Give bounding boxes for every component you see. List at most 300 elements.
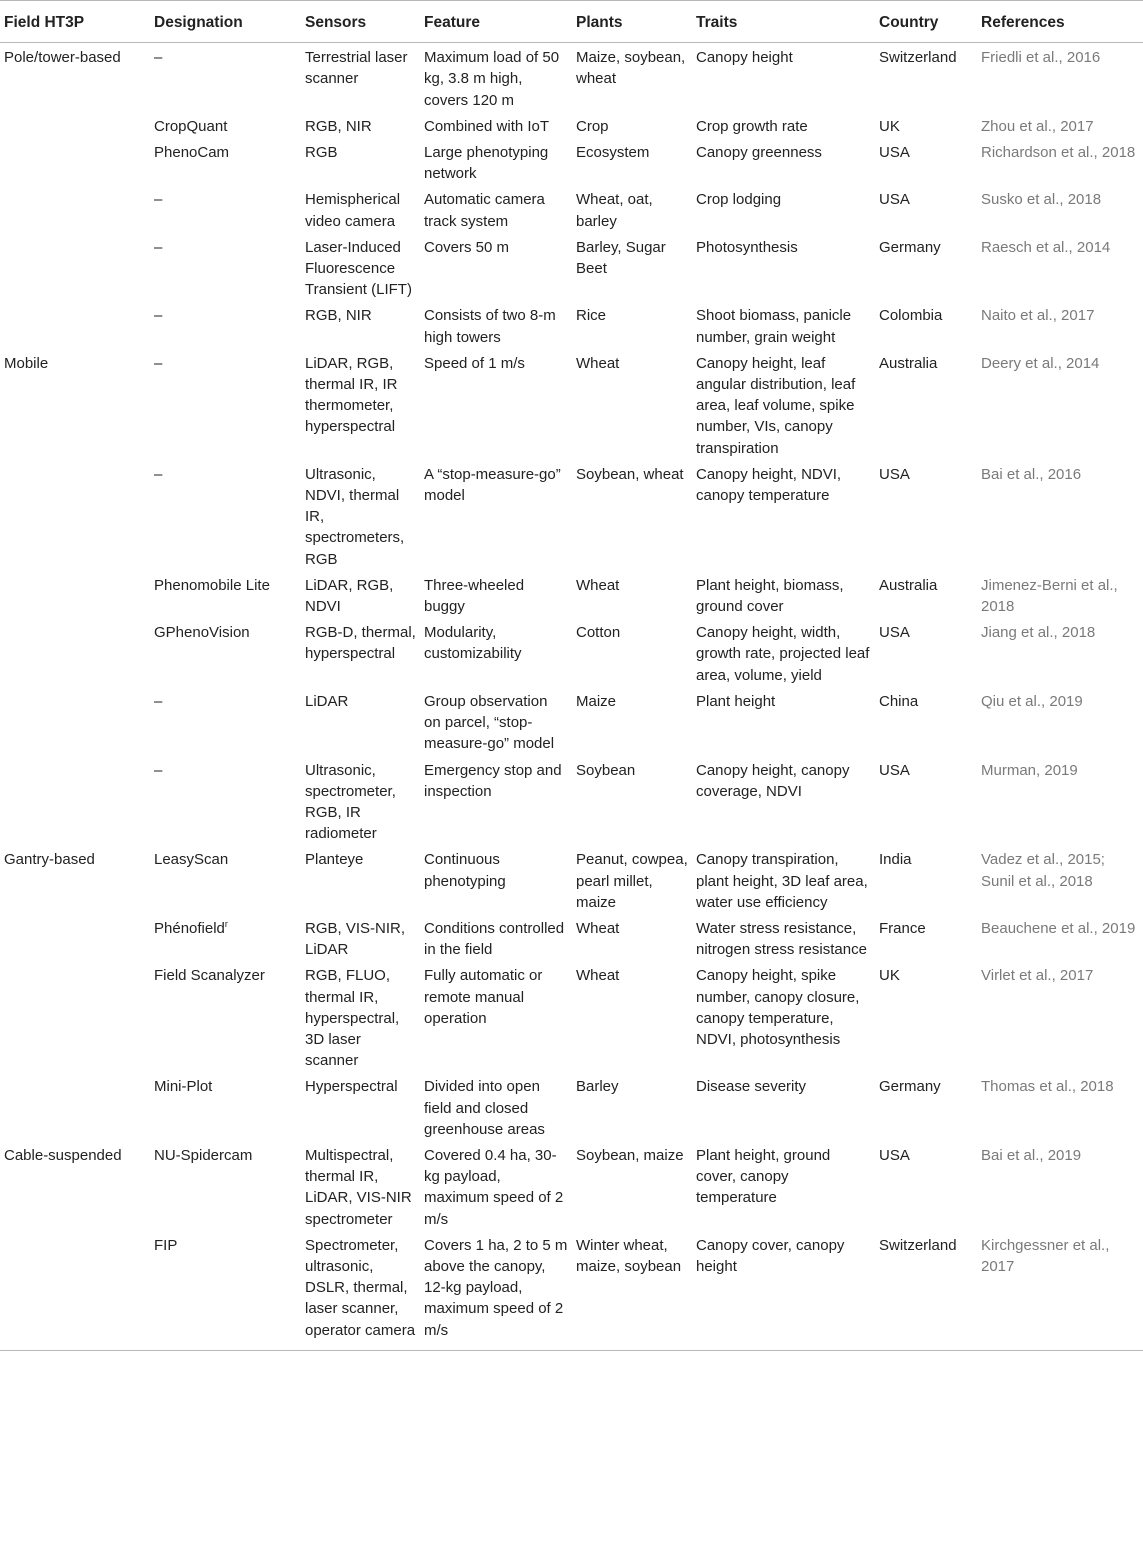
cell-designation-text: – [154,692,163,710]
cell-sensors [301,758,420,848]
header-country: Country [879,14,939,31]
cell-feature-text: Speed of 1 m/s [424,354,525,372]
cell-country-text: Australia [879,354,938,372]
cell-country [875,303,977,350]
cell-designation-text: – [154,238,163,256]
cell-designation [150,235,301,304]
cell-references-text: Jiang et al., 2018 [981,624,1096,642]
cell-feature-text: Automatic camera track system [424,191,545,230]
cell-traits [692,187,875,234]
table-row [0,573,1143,620]
cell-traits-text: Canopy greenness [696,144,822,162]
cell-country-text: France [879,919,926,937]
cell-country-text: UK [879,117,900,135]
cell-designation-text: Phénofield [154,919,225,937]
cell-plants-text: Soybean [576,761,636,779]
cell-plants-text: Crop [576,117,609,135]
table-row [0,187,1143,234]
header-designation: Designation [154,14,243,31]
cell-plants-text: Rice [576,307,607,325]
header-traits: Traits [696,14,738,31]
cell-category [0,303,150,350]
cell-country [875,351,977,462]
cell-feature [420,351,572,462]
table-row [0,847,1143,916]
cell-feature-text: Conditions controlled in the field [424,919,565,959]
cell-plants-text: Wheat [576,967,620,985]
cell-plants-text: Wheat, oat, barley [576,191,653,230]
cell-plants [572,620,692,689]
cell-feature [420,963,572,1074]
cell-category [0,916,150,963]
cell-plants-text: Wheat [576,576,620,594]
cell-feature [420,187,572,234]
cell-feature [420,689,572,758]
cell-country-text: Switzerland [879,1236,957,1254]
cell-plants-text: Soybean, maize [576,1146,684,1164]
cell-sensors [301,303,420,350]
table-row [0,235,1143,304]
cell-designation-text: – [154,49,163,67]
cell-sensors [301,573,420,620]
cell-sensors [301,1074,420,1143]
cell-country [875,43,977,114]
cell-references [977,303,1143,350]
cell-designation-text: – [154,465,163,483]
header-plants: Plants [576,14,623,31]
header-references: References [981,14,1065,31]
cell-country-text: USA [879,465,910,483]
cell-feature-text: Covered 0.4 ha, 30-kg payload, maximum speed of 2 m/s [424,1146,564,1228]
cell-references [977,1074,1143,1143]
cell-country-text: Colombia [879,307,943,325]
table-row [0,351,1143,462]
cell-traits-text: Canopy height, canopy coverage, NDVI [696,761,850,800]
table-row [0,963,1143,1074]
cell-traits [692,963,875,1074]
cell-references-text: Deery et al., 2014 [981,354,1100,372]
cell-traits [692,114,875,140]
cell-category [0,351,150,462]
cell-plants [572,573,692,620]
cell-references [977,114,1143,140]
cell-country-text: USA [879,191,910,209]
cell-plants [572,916,692,963]
cell-category [0,689,150,758]
cell-plants-text: Wheat [576,919,620,937]
cell-plants-text: Maize [576,692,617,710]
table-row [0,916,1143,963]
cell-sensors-text: Hyperspectral [305,1078,398,1096]
cell-country [875,1074,977,1143]
cell-category [0,235,150,304]
cell-plants [572,1074,692,1143]
cell-feature [420,462,572,573]
cell-references [977,573,1143,620]
cell-references-text: Bai et al., 2019 [981,1146,1082,1164]
cell-references-text: Naito et al., 2017 [981,307,1095,325]
cell-sensors-text: RGB, NIR [305,307,372,325]
cell-traits [692,689,875,758]
cell-traits-text: Plant height, ground cover, canopy temperature [696,1146,831,1207]
cell-traits-text: Shoot biomass, panicle number, grain weight [696,307,852,346]
cell-references-text: Thomas et al., 2018 [981,1078,1114,1096]
cell-plants-text: Wheat [576,354,620,372]
cell-traits-text: Plant height, biomass, ground cover [696,576,844,616]
cell-plants-text: Soybean, wheat [576,465,684,483]
header-sensors: Sensors [305,14,367,31]
cell-feature-text: Covers 50 m [424,238,510,256]
cell-country [875,758,977,848]
cell-sensors-text: Laser-Induced Fluorescence Transient (LIFT) [305,238,412,299]
cell-references-text: Richardson et al., 2018 [981,144,1136,162]
cell-designation-text: Phenomobile Lite [154,576,270,594]
cell-designation [150,187,301,234]
cell-country-text: USA [879,144,910,162]
cell-sensors [301,1143,420,1233]
cell-category [0,620,150,689]
table-row [0,1233,1143,1351]
cell-category [0,1143,150,1233]
cell-references [977,140,1143,187]
header-feature: Feature [424,14,480,31]
cell-category [0,1233,150,1351]
cell-sensors [301,462,420,573]
cell-traits [692,573,875,620]
cell-plants-text: Cotton [576,624,621,642]
cell-category [0,1074,150,1143]
cell-designation-text: CropQuant [154,117,228,135]
cell-designation-text: Field Scanalyzer [154,967,265,985]
cell-feature [420,758,572,848]
cell-designation [150,689,301,758]
cell-country-text: Switzerland [879,49,957,67]
cell-country-text: UK [879,967,900,985]
cell-category [0,462,150,573]
cell-feature [420,1233,572,1351]
cell-plants [572,963,692,1074]
cell-sensors-text: LiDAR, RGB, NDVI [305,576,394,616]
cell-traits [692,847,875,916]
cell-plants [572,462,692,573]
cell-country-text: Germany [879,238,941,256]
cell-plants [572,43,692,114]
cell-references-text: Jimenez-Berni et al., 2018 [981,576,1118,616]
cell-references-text: Susko et al., 2018 [981,191,1102,209]
cell-country-text: USA [879,624,910,642]
cell-plants [572,1143,692,1233]
cell-category [0,573,150,620]
cell-feature-text: Emergency stop and inspection [424,761,562,800]
cell-traits-text: Water stress resistance, nitrogen stress resistance [696,919,867,959]
table-header [0,1,1143,43]
cell-feature [420,573,572,620]
cell-country [875,916,977,963]
cell-references [977,620,1143,689]
cell-feature-text: Covers 1 ha, 2 to 5 m above the canopy, 12-kg payload, maximum speed of 2 m/s [424,1236,568,1339]
cell-sensors-text: Multispectral, thermal IR, LiDAR, VIS-NIR spectrometer [305,1146,412,1228]
cell-plants [572,187,692,234]
cell-traits-text: Canopy height, NDVI, canopy temperature [696,465,842,505]
cell-references [977,43,1143,114]
cell-feature [420,303,572,350]
cell-traits [692,1074,875,1143]
cell-sensors-text: Terrestrial laser scanner [305,49,408,88]
cell-plants-text: Peanut, cowpea, pearl millet, maize [576,851,688,911]
table-row [0,114,1143,140]
cell-traits-text: Photosynthesis [696,238,798,256]
cell-category-text: Pole/tower-based [4,49,121,67]
cell-country [875,187,977,234]
cell-designation [150,351,301,462]
cell-plants [572,689,692,758]
cell-references [977,689,1143,758]
cell-feature-text: Fully automatic or remote manual operation [424,967,543,1027]
cell-feature [420,114,572,140]
cell-sensors [301,689,420,758]
cell-references [977,1143,1143,1233]
cell-plants [572,140,692,187]
cell-references-text: Beauchene et al., 2019 [981,919,1136,937]
cell-country-text: USA [879,1146,910,1164]
cell-feature-text: Large phenotyping network [424,144,549,183]
cell-sensors-text: RGB, FLUO, thermal IR, hyperspectral, 3D laser scanner [305,967,400,1070]
cell-category-text: Cable-suspended [4,1146,122,1164]
cell-sensors-text: Planteye [305,851,364,869]
cell-sensors-text: Ultrasonic, spectrometer, RGB, IR radiometer [305,761,396,843]
cell-sensors [301,351,420,462]
cell-references [977,462,1143,573]
cell-designation [150,303,301,350]
cell-plants [572,351,692,462]
cell-country [875,114,977,140]
cell-references-text: Raesch et al., 2014 [981,238,1111,256]
cell-feature-text: Continuous phenotyping [424,851,506,890]
cell-country-text: India [879,851,912,869]
cell-country [875,847,977,916]
cell-designation [150,1074,301,1143]
cell-traits-text: Disease severity [696,1078,807,1096]
cell-sensors [301,847,420,916]
cell-references-text: Vadez et al., 2015; Sunil et al., 2018 [981,851,1105,890]
cell-references [977,847,1143,916]
table-row [0,462,1143,573]
cell-country [875,1143,977,1233]
cell-country [875,689,977,758]
cell-sensors [301,620,420,689]
cell-designation [150,43,301,114]
cell-country [875,963,977,1074]
cell-feature [420,916,572,963]
cell-country-text: Germany [879,1078,941,1096]
cell-designation [150,140,301,187]
cell-feature-text: Three-wheeled buggy [424,576,525,616]
table-row [0,689,1143,758]
cell-designation [150,916,301,963]
cell-traits [692,235,875,304]
cell-sensors-text: RGB [305,144,338,162]
cell-plants [572,758,692,848]
cell-sensors-text: LiDAR [305,692,349,710]
cell-traits [692,351,875,462]
cell-designation [150,573,301,620]
header-row [0,1,1143,43]
cell-feature-text: A “stop-measure-go” model [424,465,561,505]
cell-designation-text: NU-Spidercam [154,1146,253,1164]
cell-traits [692,1143,875,1233]
cell-traits-text: Canopy height, width, growth rate, projected leaf area, volume, yield [696,624,870,684]
cell-designation [150,963,301,1074]
cell-traits [692,758,875,848]
table-body [0,43,1143,1351]
cell-feature [420,847,572,916]
cell-category [0,963,150,1074]
cell-traits [692,620,875,689]
cell-sensors-text: RGB, NIR [305,117,372,135]
cell-sensors [301,114,420,140]
cell-designation-text: – [154,191,163,209]
cell-plants [572,114,692,140]
cell-references [977,963,1143,1074]
cell-category [0,43,150,114]
cell-feature [420,43,572,114]
table-row [0,140,1143,187]
cell-sensors-text: Spectrometer, ultrasonic, DSLR, thermal, laser scanner, operator camera [305,1236,416,1339]
cell-traits-text: Canopy height [696,49,793,67]
cell-sensors [301,43,420,114]
cell-designation-text: – [154,307,163,325]
cell-designation-text: GPhenoVision [154,624,250,642]
cell-category [0,140,150,187]
cell-traits [692,1233,875,1351]
cell-country [875,620,977,689]
cell-traits-text: Crop growth rate [696,117,808,135]
cell-references-text: Virlet et al., 2017 [981,967,1094,985]
cell-plants-text: Maize, soybean, wheat [576,49,686,88]
cell-country-text: Australia [879,576,938,594]
cell-sensors-text: Ultrasonic, NDVI, thermal IR, spectrometers, RGB [305,465,405,568]
cell-country [875,1233,977,1351]
cell-feature-text: Maximum load of 50 kg, 3.8 m high, covers 120 m [424,49,560,109]
cell-sensors-text: RGB, VIS-NIR, LiDAR [305,919,406,959]
designation-superscript: r [224,918,228,929]
cell-feature-text: Modularity, customizability [424,624,522,663]
cell-category [0,114,150,140]
cell-sensors [301,963,420,1074]
cell-designation [150,114,301,140]
cell-designation-text: FIP [154,1236,178,1254]
cell-plants-text: Winter wheat, maize, soybean [576,1236,682,1275]
cell-plants [572,235,692,304]
cell-designation-text: – [154,761,163,779]
cell-feature-text: Group observation on parcel, “stop-measure-go” model [424,692,555,753]
cell-references-text: Murman, 2019 [981,761,1078,779]
cell-designation [150,758,301,848]
cell-sensors [301,1233,420,1351]
cell-references [977,758,1143,848]
cell-plants [572,1233,692,1351]
cell-traits [692,462,875,573]
cell-sensors [301,916,420,963]
table-row [0,303,1143,350]
cell-plants-text: Barley, Sugar Beet [576,238,666,278]
cell-plants-text: Ecosystem [576,144,650,162]
cell-feature-text: Divided into open field and closed greenhouse areas [424,1078,545,1138]
cell-references-text: Qiu et al., 2019 [981,692,1083,710]
cell-plants [572,303,692,350]
cell-traits [692,916,875,963]
cell-plants-text: Barley [576,1078,619,1096]
header-field-ht3p: Field HT3P [4,14,85,31]
cell-country [875,573,977,620]
cell-feature [420,235,572,304]
cell-references [977,187,1143,234]
table-row [0,43,1143,114]
cell-traits-text: Canopy height, leaf angular distribution, leaf area, leaf volume, spike number, VIs, canopy transpiration [696,354,856,457]
cell-traits-text: Crop lodging [696,191,782,209]
cell-sensors-text: LiDAR, RGB, thermal IR, IR thermometer, hyperspectral [305,354,398,436]
cell-feature-text: Consists of two 8-m high towers [424,307,556,346]
cell-traits [692,140,875,187]
cell-category [0,187,150,234]
table-row [0,758,1143,848]
cell-references-text: Bai et al., 2016 [981,465,1082,483]
cell-feature-text: Combined with IoT [424,117,550,135]
cell-references-text: Friedli et al., 2016 [981,49,1101,67]
cell-designation-text: Mini-Plot [154,1078,213,1096]
cell-country [875,140,977,187]
table-row [0,1074,1143,1143]
cell-category-text: Gantry-based [4,851,95,869]
cell-designation-text: LeasyScan [154,851,229,869]
cell-country-text: USA [879,761,910,779]
cell-designation-text: – [154,354,163,372]
cell-sensors [301,140,420,187]
table-row [0,620,1143,689]
cell-sensors-text: Hemispherical video camera [305,191,401,230]
cell-traits-text: Canopy cover, canopy height [696,1236,845,1275]
cell-sensors [301,235,420,304]
cell-country-text: China [879,692,919,710]
cell-traits-text: Plant height [696,692,776,710]
cell-designation [150,1143,301,1233]
cell-references-text: Kirchgessner et al., 2017 [981,1236,1110,1275]
cell-designation [150,462,301,573]
cell-sensors [301,187,420,234]
cell-designation [150,847,301,916]
cell-plants [572,847,692,916]
cell-category [0,758,150,848]
cell-designation [150,620,301,689]
cell-traits-text: Canopy transpiration, plant height, 3D leaf area, water use efficiency [696,851,868,911]
cell-feature [420,140,572,187]
cell-category-text: Mobile [4,354,49,372]
cell-feature [420,620,572,689]
cell-traits [692,303,875,350]
cell-references [977,916,1143,963]
cell-sensors-text: RGB-D, thermal, hyperspectral [305,624,416,663]
table-row [0,1143,1143,1233]
cell-designation-text: PhenoCam [154,144,230,162]
cell-references-text: Zhou et al., 2017 [981,117,1094,135]
cell-references [977,235,1143,304]
cell-feature [420,1074,572,1143]
cell-traits [692,43,875,114]
cell-designation [150,1233,301,1351]
cell-traits-text: Canopy height, spike number, canopy closure, canopy temperature, NDVI, photosynthesis [696,967,860,1048]
cell-references [977,1233,1143,1351]
cell-references [977,351,1143,462]
